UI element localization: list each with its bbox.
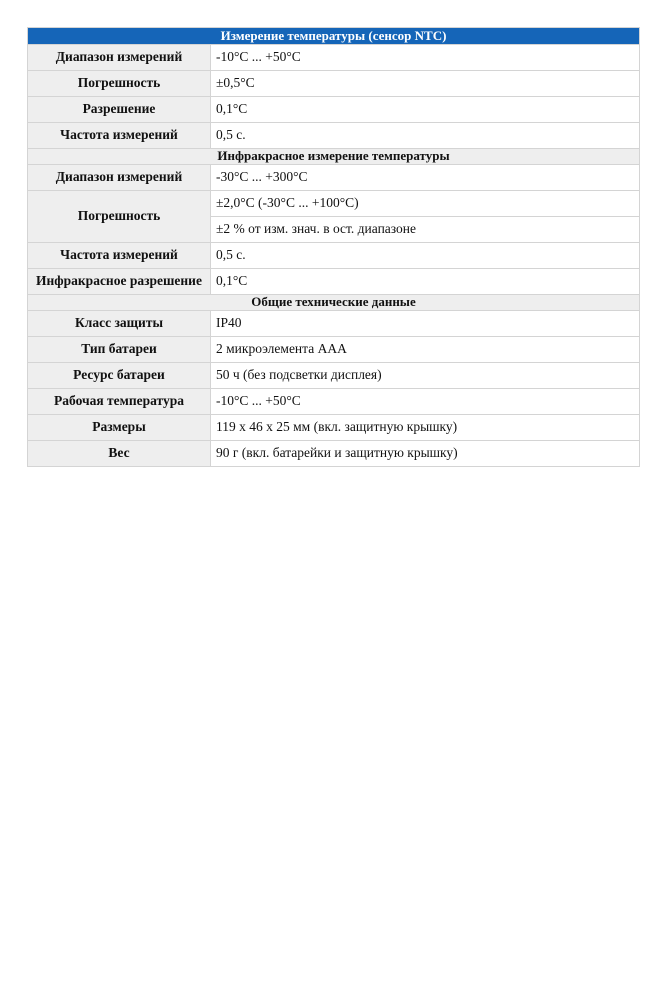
row-value: ±0,5°С: [211, 71, 640, 97]
table-row: [28, 269, 640, 295]
row-label: Ресурс батареи: [28, 363, 211, 389]
row-label: Размеры: [28, 415, 211, 441]
table-row: [28, 243, 640, 269]
table-row: [28, 97, 640, 123]
table-row: [28, 441, 640, 467]
row-label: Погрешность: [28, 71, 211, 97]
spec-table: [27, 27, 640, 467]
row-label: Разрешение: [28, 97, 211, 123]
section-title: Общие технические данные: [28, 295, 640, 311]
row-value: 0,1°С: [211, 269, 640, 295]
table-row: [28, 123, 640, 149]
section-header-ntc: [28, 28, 640, 45]
table-row: [28, 415, 640, 441]
table-row: [28, 165, 640, 191]
row-label: Диапазон измерений: [28, 165, 211, 191]
row-value: ±2 % от изм. знач. в ост. диапазоне: [211, 217, 640, 243]
section-header-general: [28, 295, 640, 311]
row-value: -10°С ... +50°С: [211, 45, 640, 71]
row-value: ±2,0°С (-30°С ... +100°С): [211, 191, 640, 217]
row-label: Тип батареи: [28, 337, 211, 363]
row-value: -30°С ... +300°С: [211, 165, 640, 191]
table-row: [28, 337, 640, 363]
row-value: 119 х 46 х 25 мм (вкл. защитную крышку): [211, 415, 640, 441]
table-row: [28, 311, 640, 337]
row-value: 50 ч (без подсветки дисплея): [211, 363, 640, 389]
table-row: [28, 363, 640, 389]
row-label: Вес: [28, 441, 211, 467]
row-value: -10°С ... +50°С: [211, 389, 640, 415]
section-header-infrared: [28, 149, 640, 165]
row-value: 0,1°С: [211, 97, 640, 123]
section-title: Измерение температуры (сенсор NTC): [28, 28, 640, 45]
table-row: [28, 71, 640, 97]
row-label: Рабочая температура: [28, 389, 211, 415]
row-label: Частота измерений: [28, 243, 211, 269]
row-value: 0,5 с.: [211, 243, 640, 269]
row-label: Класс защиты: [28, 311, 211, 337]
row-label: Инфракрасное разрешение: [28, 269, 211, 295]
table-row: [28, 389, 640, 415]
row-value: 0,5 с.: [211, 123, 640, 149]
row-value: IP40: [211, 311, 640, 337]
row-label: Погрешность: [28, 191, 211, 243]
row-value: 90 г (вкл. батарейки и защитную крышку): [211, 441, 640, 467]
section-title: Инфракрасное измерение температуры: [28, 149, 640, 165]
row-label: Частота измерений: [28, 123, 211, 149]
row-label: Диапазон измерений: [28, 45, 211, 71]
row-value: 2 микроэлемента ААА: [211, 337, 640, 363]
table-row: [28, 45, 640, 71]
table-row: [28, 191, 640, 217]
